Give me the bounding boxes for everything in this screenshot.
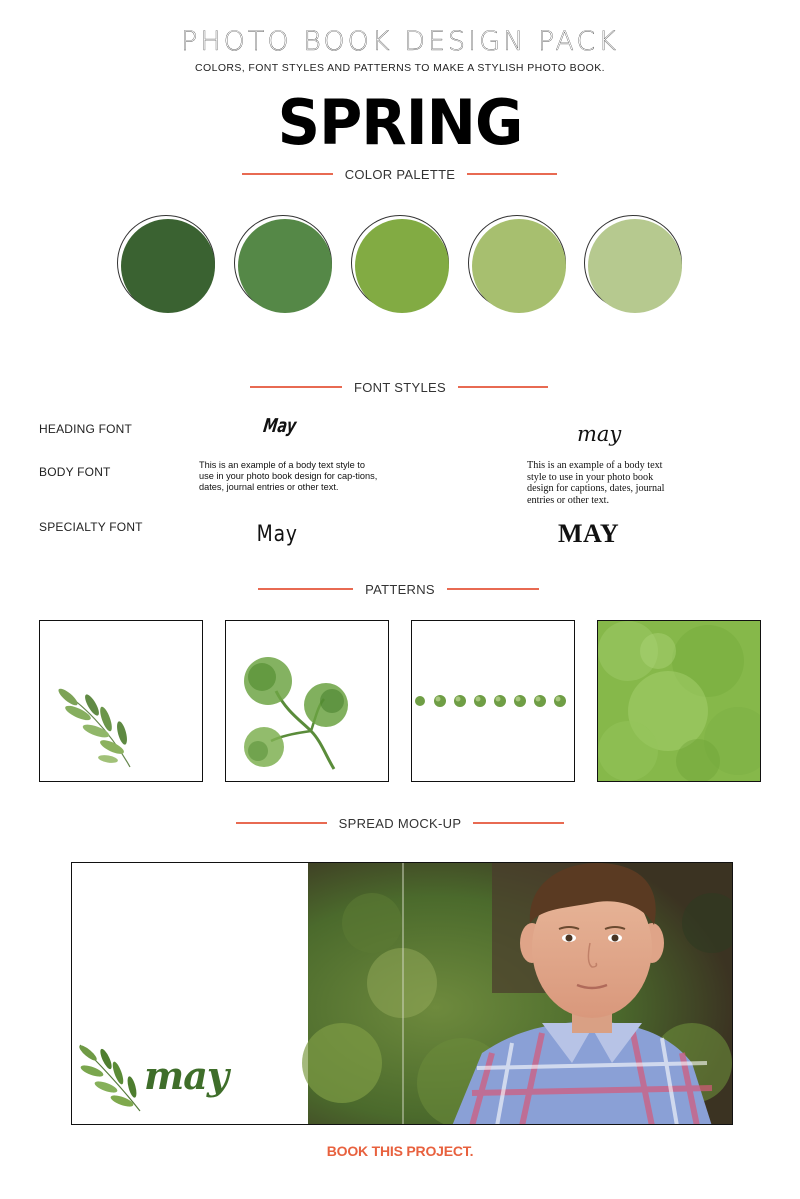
specialty-sample-2: MAY	[558, 519, 620, 548]
body-sample-2: This is an example of a body text style to use in your photo book design for captions, dates, journal entries or other text.	[527, 460, 665, 506]
section-spread-mockup: SPREAD MOCK-UP	[0, 816, 800, 831]
heading-sample-1: May	[261, 415, 298, 437]
spread-mockup	[71, 862, 733, 1125]
book-project-link[interactable]: BOOK THIS PROJECT.	[326, 1143, 474, 1159]
body-sample-1: This is an example of a body text style to use in your photo book design for cap-tions, dates, journal entries or other text.	[199, 460, 378, 492]
pattern-tile-clover	[225, 620, 389, 782]
season-title: SPRING	[277, 86, 523, 159]
color-swatch-2	[234, 215, 334, 315]
section-font-styles: FONT STYLES	[0, 380, 800, 395]
spread-leaf-icon	[77, 1043, 140, 1111]
pack-title: PHOTO BOOK DESIGN PACK	[181, 26, 619, 57]
pattern-tile-watercolor	[597, 620, 761, 782]
specialty-sample-1: May	[256, 522, 298, 547]
dots-row-icon	[412, 621, 575, 782]
heading-sample-2: may	[577, 422, 622, 446]
leaf-branch-icon	[40, 621, 203, 782]
specialty-font-label: SPECIALTY FONT	[39, 520, 143, 534]
spread-word: may	[144, 1053, 228, 1098]
color-swatch-3	[351, 215, 451, 315]
pattern-tile-leaves	[39, 620, 203, 782]
body-font-label: BODY FONT	[39, 465, 111, 479]
section-color-palette: COLOR PALETTE	[0, 167, 800, 182]
pack-subtitle: COLORS, FONT STYLES AND PATTERNS TO MAKE A STYLISH PHOTO BOOK.	[195, 62, 605, 74]
clover-icon	[226, 621, 389, 782]
color-swatch-4	[468, 215, 568, 315]
color-swatch-1	[117, 215, 217, 315]
pattern-tile-dots	[411, 620, 575, 782]
section-patterns: PATTERNS	[0, 582, 800, 597]
watercolor-texture-icon	[598, 621, 761, 782]
color-swatch-5	[584, 215, 684, 315]
heading-font-label: HEADING FONT	[39, 422, 133, 436]
